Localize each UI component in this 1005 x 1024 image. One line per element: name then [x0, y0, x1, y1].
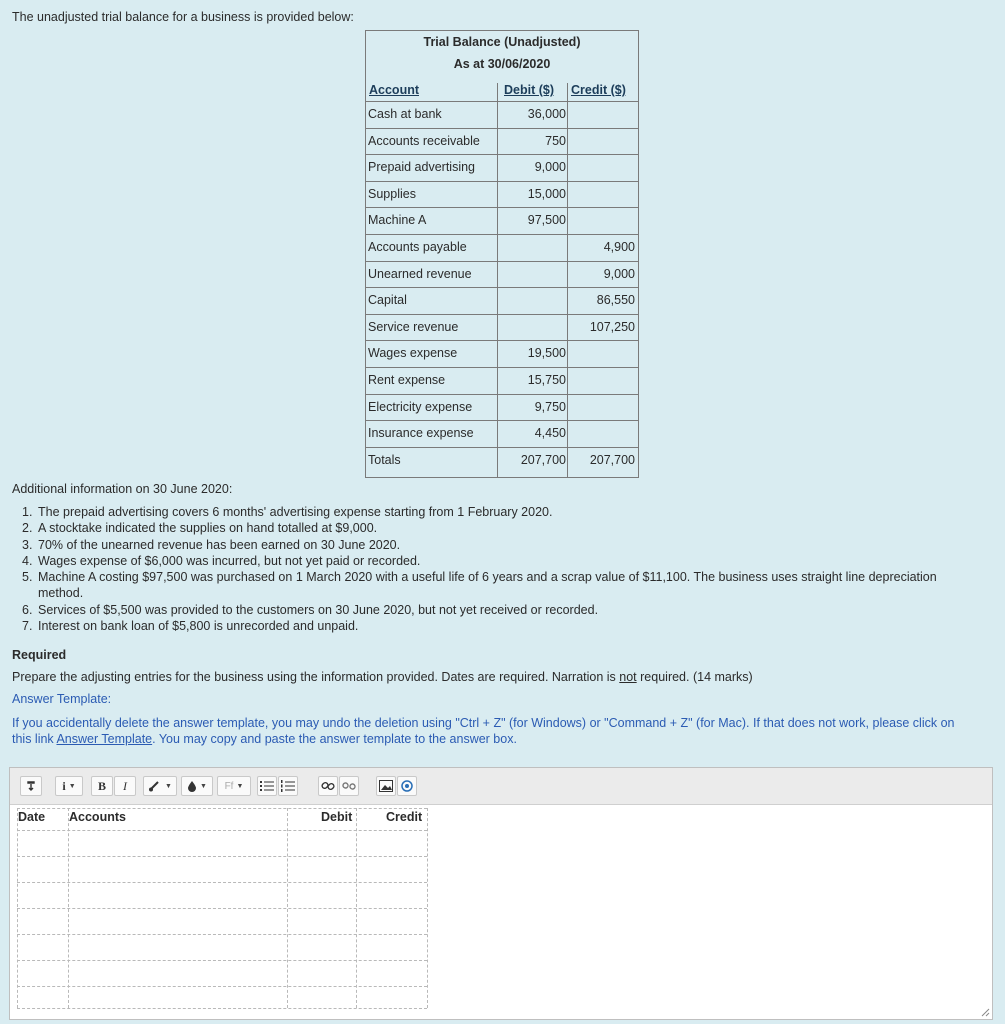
required-heading: Required	[12, 648, 67, 662]
item-number: 5.	[22, 570, 33, 585]
answer-grid-line	[17, 986, 427, 987]
additional-info-list	[22, 504, 972, 634]
unlink-button[interactable]	[339, 776, 359, 796]
item-number: 6.	[22, 602, 33, 617]
answer-editor[interactable]	[9, 767, 993, 1020]
debit-column-header: Debit ($)	[504, 83, 554, 97]
background-color-button[interactable]	[181, 776, 213, 796]
bold-button[interactable]	[91, 776, 113, 796]
trial-balance-row	[366, 208, 638, 235]
insert-link-button[interactable]	[318, 776, 338, 796]
numbered-list-button[interactable]	[278, 776, 298, 796]
paragraph-styles-label: i	[62, 778, 66, 793]
account-name: Service revenue	[368, 319, 459, 334]
chevron-down-icon: ▼	[236, 782, 244, 790]
insert-media-button[interactable]	[397, 776, 417, 796]
trial-balance-subtitle: As at 30/06/2020	[453, 57, 551, 71]
answer-header-date: Date	[18, 810, 46, 824]
account-name: Insurance expense	[368, 426, 474, 441]
answer-grid-line	[17, 1008, 427, 1009]
answer-template-link[interactable]: Answer Template	[56, 732, 153, 746]
required-text-part: required. (14 marks)	[636, 670, 753, 684]
additional-info-item	[22, 520, 972, 536]
media-icon	[401, 780, 413, 792]
numbered-list-icon	[281, 780, 295, 792]
bullet-list-button[interactable]	[257, 776, 277, 796]
answer-header-credit: Credit	[386, 810, 423, 824]
credit-amount: 207,700	[589, 452, 635, 467]
credit-amount: 9,000	[603, 266, 635, 281]
undo-note-text: . You may copy and paste the answer template to the answer box.	[152, 732, 517, 746]
trial-balance-row	[366, 421, 638, 448]
item-number: 4.	[22, 553, 33, 568]
answer-header-debit: Debit	[321, 810, 353, 824]
item-text: Services of $5,500 was provided to the customers on 30 June 2020, but not yet received or recorded.	[38, 602, 599, 617]
debit-amount: 4,450	[534, 426, 566, 441]
additional-info-item	[22, 553, 972, 569]
debit-amount: 15,000	[527, 186, 566, 201]
account-name: Totals	[368, 452, 401, 467]
trial-balance-row	[366, 129, 638, 156]
trial-balance-header-row	[366, 83, 638, 102]
intro-text: The unadjusted trial balance for a business is provided below:	[12, 10, 354, 24]
item-number: 3.	[22, 537, 33, 552]
link-icon	[321, 780, 335, 792]
insert-image-button[interactable]	[376, 776, 396, 796]
font-size-button[interactable]	[217, 776, 251, 796]
trial-balance-row	[366, 182, 638, 209]
credit-amount: 4,900	[603, 240, 635, 254]
item-number: 2.	[22, 521, 33, 536]
answer-grid-divider	[17, 808, 18, 1008]
trial-balance-row	[366, 288, 638, 315]
bullet-list-icon	[260, 780, 274, 792]
answer-grid-line	[17, 908, 427, 909]
item-text: The prepaid advertising covers 6 months' advertising expense starting from 1 February 2020.	[38, 505, 553, 519]
trial-balance-row	[366, 368, 638, 395]
answer-grid-divider	[287, 808, 288, 1008]
account-name: Capital	[368, 293, 407, 308]
trial-balance-row	[366, 315, 638, 342]
undo-note	[12, 715, 972, 747]
required-emphasis: not	[619, 670, 637, 684]
font-size-label: Ff	[224, 780, 234, 792]
item-text: Machine A costing $97,500 was purchased on 1 March 2020 with a useful life of 6 years and a scrap value of $11,100. The business uses straight line depreciation method.	[38, 570, 937, 601]
answer-grid-divider	[427, 808, 428, 1008]
trial-balance-row	[366, 395, 638, 422]
credit-column-header: Credit ($)	[571, 83, 626, 97]
account-name: Unearned revenue	[368, 266, 472, 281]
additional-info-item	[22, 569, 972, 602]
chevron-down-icon: ▼	[200, 782, 207, 790]
totals-row	[366, 448, 638, 474]
trial-balance-row	[366, 235, 638, 262]
answer-header-accounts: Accounts	[69, 810, 126, 824]
undo-note-text: If you accidentally delete the answer template, you may undo the deletion using "Ctrl + Z" (for Windows) or "Command + Z" (for Mac). If that does not work, please click on this link	[12, 716, 955, 746]
account-name: Cash at bank	[368, 107, 442, 121]
account-name: Prepaid advertising	[368, 160, 476, 175]
additional-info-item	[22, 602, 972, 618]
account-name: Accounts receivable	[368, 133, 480, 148]
answer-template-label: Answer Template:	[12, 692, 112, 706]
collapse-toolbar-button[interactable]	[20, 776, 42, 796]
trial-balance-row	[366, 341, 638, 368]
debit-amount: 9,750	[534, 399, 566, 414]
italic-button[interactable]	[114, 776, 136, 796]
answer-grid-line	[17, 830, 427, 831]
trial-balance-title: Trial Balance (Unadjusted)	[423, 35, 581, 49]
chevron-down-icon: ▼	[68, 782, 76, 790]
additional-info-item	[22, 537, 972, 553]
account-name: Supplies	[368, 186, 416, 201]
chevron-down-icon: ▼	[165, 782, 172, 790]
additional-info-item	[22, 504, 972, 520]
credit-amount: 107,250	[589, 319, 635, 334]
answer-grid-line	[17, 856, 427, 857]
trial-balance-row	[366, 262, 638, 289]
trial-balance-row	[366, 102, 638, 129]
item-text: Interest on bank loan of $5,800 is unrecorded and unpaid.	[38, 619, 359, 634]
answer-grid-divider	[356, 808, 357, 1008]
answer-grid-divider	[68, 808, 69, 1008]
debit-amount: 207,700	[520, 452, 566, 467]
required-text-part: Prepare the adjusting entries for the business using the information provided. Dates are required. Narration is	[12, 670, 620, 684]
answer-grid-line	[17, 934, 427, 935]
paragraph-styles-button[interactable]	[55, 776, 83, 796]
resize-handle-icon[interactable]	[980, 1007, 990, 1017]
brush-icon	[148, 780, 162, 792]
credit-amount: 86,550	[596, 293, 635, 308]
drop-icon	[187, 780, 197, 792]
debit-amount: 9,000	[534, 160, 566, 175]
arrow-down-bar-icon	[26, 780, 36, 792]
debit-amount: 750	[545, 133, 566, 148]
account-name: Rent expense	[368, 373, 446, 387]
answer-grid-line	[17, 882, 427, 883]
debit-amount: 15,750	[527, 373, 566, 387]
account-column-header: Account	[369, 83, 419, 97]
answer-grid-line	[17, 960, 427, 961]
account-name: Accounts payable	[368, 240, 467, 254]
italic-label: I	[123, 778, 127, 793]
debit-amount: 97,500	[527, 213, 566, 228]
additional-info-heading: Additional information on 30 June 2020:	[12, 482, 233, 496]
item-text: Wages expense of $6,000 was incurred, but not yet paid or recorded.	[38, 553, 421, 568]
editor-toolbar	[10, 768, 992, 805]
bold-label: B	[97, 778, 106, 793]
trial-balance-row	[366, 155, 638, 182]
item-text: 70% of the unearned revenue has been earned on 30 June 2020.	[38, 537, 401, 552]
additional-info-item	[22, 618, 972, 634]
image-icon	[379, 780, 393, 792]
debit-amount: 19,500	[527, 346, 566, 361]
unlink-icon	[342, 780, 356, 792]
item-number: 1.	[22, 505, 33, 519]
account-name: Electricity expense	[368, 399, 473, 414]
account-name: Wages expense	[368, 346, 458, 361]
item-text: A stocktake indicated the supplies on hand totalled at $9,000.	[38, 521, 378, 536]
required-text	[12, 670, 753, 684]
trial-balance-table	[365, 30, 639, 478]
answer-grid-line	[17, 808, 427, 809]
account-name: Machine A	[368, 213, 427, 228]
text-color-button[interactable]	[143, 776, 177, 796]
item-number: 7.	[22, 619, 33, 634]
debit-amount: 36,000	[527, 107, 566, 121]
